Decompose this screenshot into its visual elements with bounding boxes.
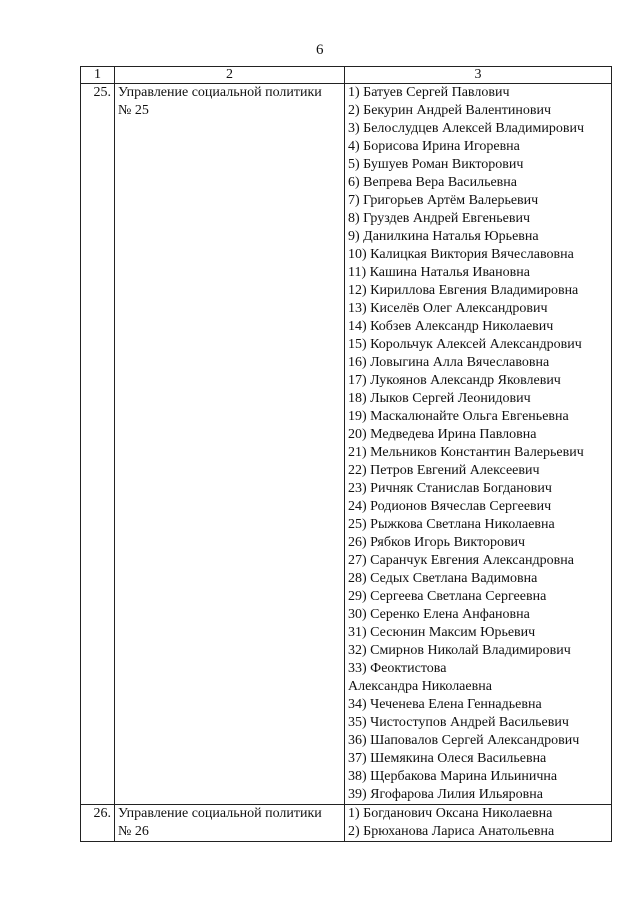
member-name: 36) Шаповалов Сергей Александрович: [348, 733, 580, 748]
member-name: 26) Рябков Игорь Викторович: [348, 535, 526, 550]
member-name: 15) Корольчук Алексей Александрович: [348, 337, 582, 352]
member-name: 34) Чеченева Елена Геннадьевна: [348, 697, 542, 712]
member-name: 33) Феоктистова: [348, 661, 447, 676]
table-row: [81, 805, 612, 842]
member-name: 12) Кириллова Евгения Владимировна: [348, 283, 579, 298]
member-name: 27) Саранчук Евгения Александровна: [348, 553, 574, 568]
table-body: [81, 84, 612, 842]
column-header-3: 3: [345, 67, 612, 84]
member-name: 25) Рыжкова Светлана Николаевна: [348, 517, 555, 532]
member-name: 2) Бекурин Андрей Валентинович: [348, 103, 552, 118]
committee-table: [80, 66, 612, 842]
member-name: 13) Киселёв Олег Александрович: [348, 301, 548, 316]
member-name: 1) Богданович Оксана Николаевна: [348, 806, 553, 821]
members-cell: [345, 805, 612, 842]
member-name: Александра Николаевна: [348, 679, 492, 694]
column-header-1: 1: [81, 67, 115, 84]
member-name: 6) Вепрева Вера Васильевна: [348, 175, 517, 190]
member-name: 20) Медведева Ирина Павловна: [348, 427, 537, 442]
member-name: 3) Белослудцев Алексей Владимирович: [348, 121, 585, 136]
member-name: 10) Калицкая Виктория Вячеславовна: [348, 247, 574, 262]
row-number: 25.: [81, 84, 115, 805]
member-name: 39) Ягофарова Лилия Ильяровна: [348, 787, 543, 802]
table-row: [81, 84, 612, 805]
member-name: 11) Кашина Наталья Ивановна: [348, 265, 530, 280]
member-name: 29) Сергеева Светлана Сергеевна: [348, 589, 547, 604]
organization-cell: [115, 805, 345, 842]
member-name: 14) Кобзев Александр Николаевич: [348, 319, 554, 334]
row-number: 26.: [81, 805, 115, 842]
member-name: 24) Родионов Вячеслав Сергеевич: [348, 499, 552, 514]
member-name: 21) Мельников Константин Валерьевич: [348, 445, 584, 460]
members-cell: [345, 84, 612, 805]
member-name: 23) Ричняк Станислав Богданович: [348, 481, 552, 496]
page-number: 6: [316, 42, 324, 58]
member-name: 32) Смирнов Николай Владимирович: [348, 643, 571, 658]
member-name: 17) Лукоянов Александр Яковлевич: [348, 373, 561, 388]
organization-cell: [115, 84, 345, 805]
member-name: 28) Седых Светлана Вадимовна: [348, 571, 538, 586]
member-name: 2) Брюханова Лариса Анатольевна: [348, 824, 555, 839]
organization-number: № 26: [118, 824, 149, 839]
member-name: 7) Григорьев Артём Валерьевич: [348, 193, 539, 208]
member-name: 4) Борисова Ирина Игоревна: [348, 139, 520, 154]
member-name: 38) Щербакова Марина Ильинична: [348, 769, 558, 784]
member-name: 22) Петров Евгений Алексеевич: [348, 463, 540, 478]
member-name: 31) Сесюнин Максим Юрьевич: [348, 625, 536, 640]
member-name: 1) Батуев Сергей Павлович: [348, 85, 510, 100]
member-name: 18) Лыков Сергей Леонидович: [348, 391, 531, 406]
organization-name: Управление социальной политики: [118, 806, 322, 821]
member-name: 16) Ловыгина Алла Вячеславовна: [348, 355, 550, 370]
member-name: 9) Данилкина Наталья Юрьевна: [348, 229, 539, 244]
member-name: 30) Серенко Елена Анфановна: [348, 607, 530, 622]
member-name: 37) Шемякина Олеся Васильевна: [348, 751, 547, 766]
organization-number: № 25: [118, 103, 149, 118]
table-header-row: [81, 67, 612, 84]
column-header-2: 2: [115, 67, 345, 84]
member-name: 19) Маскалюнайте Ольга Евгеньевна: [348, 409, 569, 424]
organization-name: Управление социальной политики: [118, 85, 322, 100]
member-name: 35) Чистоступов Андрей Васильевич: [348, 715, 569, 730]
member-name: 5) Бушуев Роман Викторович: [348, 157, 524, 172]
member-name: 8) Груздев Андрей Евгеньевич: [348, 211, 531, 226]
